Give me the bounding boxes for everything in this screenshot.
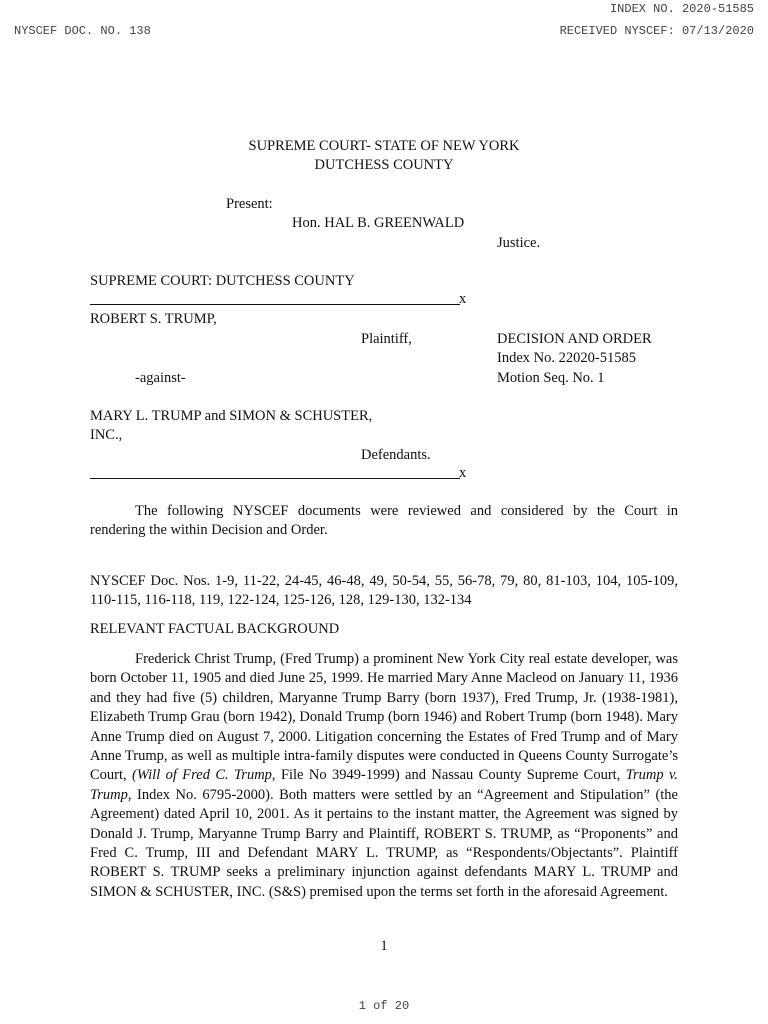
- defendants-role: Defendants.: [361, 447, 431, 463]
- case-index: Index No. 22020-51585: [497, 350, 636, 366]
- court-county: DUTCHESS COUNTY: [314, 157, 454, 173]
- nyscef-doc-number: NYSCEF DOC. NO. 138: [14, 24, 151, 38]
- caption-x-top: x: [459, 291, 467, 307]
- caption-court: SUPREME COURT: DUTCHESS COUNTY: [90, 273, 355, 289]
- received-date: RECEIVED NYSCEF: 07/13/2020: [559, 24, 754, 38]
- caption-rule-bottom: [90, 478, 460, 479]
- page-number: 1: [380, 938, 388, 954]
- against-label: -against-: [135, 370, 186, 386]
- defendants-name-line1: MARY L. TRUMP and SIMON & SCHUSTER,: [90, 408, 373, 424]
- decision-heading: DECISION AND ORDER: [497, 331, 652, 347]
- reviewed-line2: rendering the within Decision and Order.: [90, 522, 328, 538]
- index-number: INDEX NO. 2020-51585: [609, 2, 754, 16]
- motion-seq: Motion Seq. No. 1: [497, 370, 605, 386]
- caption-x-bottom: x: [459, 465, 467, 481]
- reviewed-line1: The following NYSCEF documents were reviewed and considered by the Court in: [135, 503, 678, 519]
- section-heading: RELEVANT FACTUAL BACKGROUND: [90, 621, 340, 637]
- court-title: SUPREME COURT- STATE OF NEW YORK: [248, 138, 520, 154]
- plaintiff-name: ROBERT S. TRUMP,: [90, 311, 217, 327]
- judge-title: Justice.: [497, 235, 541, 251]
- page-of-total: 1 of 20: [358, 999, 410, 1013]
- nyscef-docs-line1: NYSCEF Doc. Nos. 1-9, 11-22, 24-45, 46-48, 49, 50-54, 55, 56-78, 79, 80, 81-103, 104, 105-109,: [90, 573, 678, 589]
- judge-name: Hon. HAL B. GREENWALD: [292, 215, 465, 231]
- nyscef-docs-line2: 110-115, 116-118, 119, 122-124, 125-126, 128, 129-130, 132-134: [90, 592, 472, 608]
- caption-rule-top: [90, 304, 460, 305]
- background-paragraph: Frederick Christ Trump, (Fred Trump) a prominent New York City real estate developer, was born October 11, 1905 and died June 25, 1999. He married Mary Anne Macleod on January 11, 1936 and they had five (5) children, Maryanne Trump Barry (born 1937), Fred Trump, Jr. (1938-1981), Elizabeth Trump Grau (born 1942), Donald Trump (born 1946) and Robert Trump (born 1948). Mary Anne Trump died on August 7, 2000. Litigation concerning the Estates of Fred Trump and of Mary Anne Trump, as well as multiple intra-family disputes were conducted in Queens County Surrogate’s Court, (Will of Fred C. Trump, File No 3949-1999) and Nassau County Supreme Court, Trump v. Trump, Index No. 6795-2000). Both matters were settled by an “Agreement and Stipulation” (the Agreement) dated April 10, 2001. As it pertains to the instant matter, the Agreement was signed by Donald J. Trump, Maryanne Trump Barry and Plaintiff, ROBERT S. TRUMP, as “Proponents” and Fred C. Trump, III and Defendant MARY L. TRUMP, as “Respondents/Objectants”. Plaintiff ROBERT S. TRUMP seeks a preliminary injunction against defendants MARY L. TRUMP and SIMON & SCHUSTER, INC. (S&S) premised upon the terms set forth in the aforesaid Agreement.: [90, 651, 679, 900]
- present-label: Present:: [226, 196, 273, 212]
- plaintiff-role: Plaintiff,: [361, 331, 412, 347]
- defendants-name-line2: INC.,: [90, 427, 123, 443]
